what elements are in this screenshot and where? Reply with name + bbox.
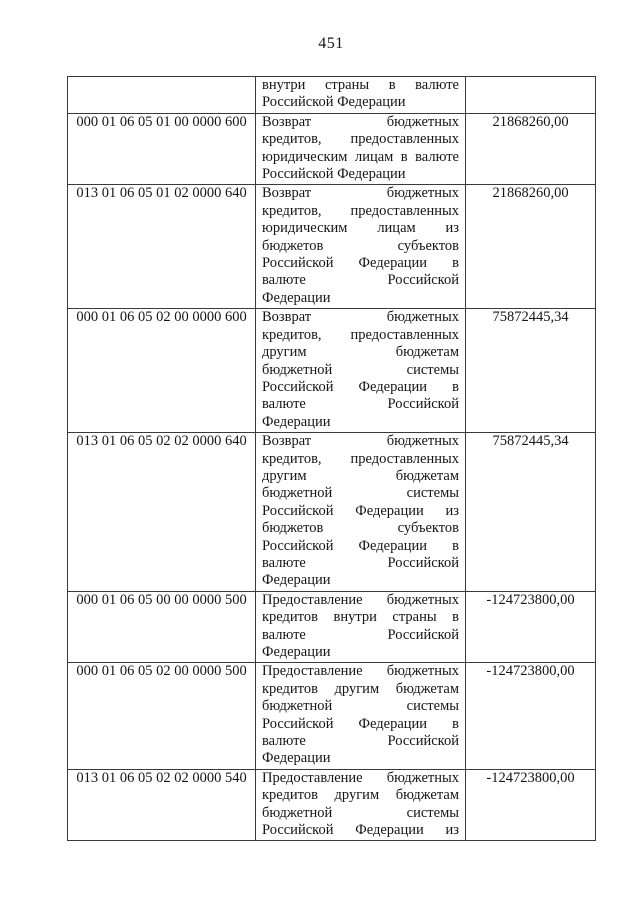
table-row [68, 663, 596, 769]
description-cell [256, 591, 466, 663]
description-line: Российской Федерации из [262, 822, 459, 839]
page-number: 451 [318, 35, 344, 52]
amount-cell: 21868260,00 [466, 113, 596, 185]
description-line: Российской Федерации [262, 166, 406, 183]
description-line: Предоставление бюджетных [262, 591, 459, 608]
description-line: валюте Российской [262, 396, 459, 413]
description-line: Российской Федерации в [262, 255, 459, 272]
code-cell: 000 01 06 05 02 00 0000 500 [68, 663, 256, 769]
description-line: юридическим лицам из [262, 220, 459, 237]
description-line: кредитов, предоставленных [262, 326, 459, 343]
amount-cell: 21868260,00 [466, 185, 596, 309]
description-line: юридическим лицам в валюте [262, 148, 459, 165]
description-line: бюджетов субъектов [262, 520, 459, 537]
description-line: кредитов другим бюджетам [262, 680, 459, 697]
code-cell [68, 77, 256, 114]
description-line: Российской Федерации [262, 94, 406, 111]
description-line: кредитов, предоставленных [262, 202, 459, 219]
description-line: Российской Федерации из [262, 502, 459, 519]
amount-cell: -124723800,00 [466, 663, 596, 769]
description-cell [256, 433, 466, 592]
code-cell: 013 01 06 05 02 02 0000 540 [68, 769, 256, 841]
description-cell [256, 769, 466, 841]
table-row [68, 769, 596, 841]
amount-cell: 75872445,34 [466, 309, 596, 433]
amount-cell: -124723800,00 [466, 769, 596, 841]
description-line: внутри страны в валюте [262, 77, 459, 93]
table-row [68, 309, 596, 433]
description-line: другим бюджетам [262, 344, 459, 361]
amount-cell: -124723800,00 [466, 591, 596, 663]
description-line: другим бюджетам [262, 467, 459, 484]
description-line: кредитов, предоставленных [262, 131, 459, 148]
table-row [68, 185, 596, 309]
description-line: бюджетов субъектов [262, 237, 459, 254]
description-line: бюджетной системы [262, 804, 459, 821]
description-line: бюджетной системы [262, 361, 459, 378]
description-line: Федерации [262, 289, 331, 306]
description-line: Российской Федерации в [262, 378, 459, 395]
description-line: валюте Российской [262, 272, 459, 289]
description-line: Российской Федерации в [262, 537, 459, 554]
code-cell: 000 01 06 05 01 00 0000 600 [68, 113, 256, 185]
amount-cell: 75872445,34 [466, 433, 596, 592]
description-line: бюджетной системы [262, 698, 459, 715]
description-cell [256, 113, 466, 185]
description-line: Предоставление бюджетных [262, 769, 459, 786]
code-cell: 013 01 06 05 01 02 0000 640 [68, 185, 256, 309]
code-cell: 000 01 06 05 02 00 0000 600 [68, 309, 256, 433]
description-line: Возврат бюджетных [262, 433, 459, 450]
description-line: валюте Российской [262, 733, 459, 750]
description-line: Предоставление бюджетных [262, 663, 459, 680]
description-line: Федерации [262, 413, 331, 430]
description-line: Возврат бюджетных [262, 185, 459, 202]
description-cell [256, 309, 466, 433]
table-row [68, 433, 596, 592]
description-line: Возврат бюджетных [262, 309, 459, 326]
description-line: кредитов, предоставленных [262, 450, 459, 467]
amount-cell [466, 77, 596, 114]
description-line: Российской Федерации в [262, 715, 459, 732]
table-row [68, 591, 596, 663]
description-line: Федерации [262, 644, 331, 660]
description-line: кредитов внутри страны в [262, 609, 459, 626]
description-line: кредитов другим бюджетам [262, 787, 459, 804]
description-line: Федерации [262, 750, 331, 767]
budget-table [67, 76, 596, 841]
description-cell [256, 663, 466, 769]
description-line: Возврат бюджетных [262, 113, 459, 130]
budget-table-body [68, 77, 596, 841]
table-row [68, 77, 596, 114]
description-line: Федерации [262, 572, 331, 589]
description-cell [256, 185, 466, 309]
description-line: валюте Российской [262, 554, 459, 571]
code-cell: 000 01 06 05 00 00 0000 500 [68, 591, 256, 663]
code-cell: 013 01 06 05 02 02 0000 640 [68, 433, 256, 592]
table-row [68, 113, 596, 185]
description-cell [256, 77, 466, 114]
description-line: бюджетной системы [262, 485, 459, 502]
description-line: валюте Российской [262, 626, 459, 643]
